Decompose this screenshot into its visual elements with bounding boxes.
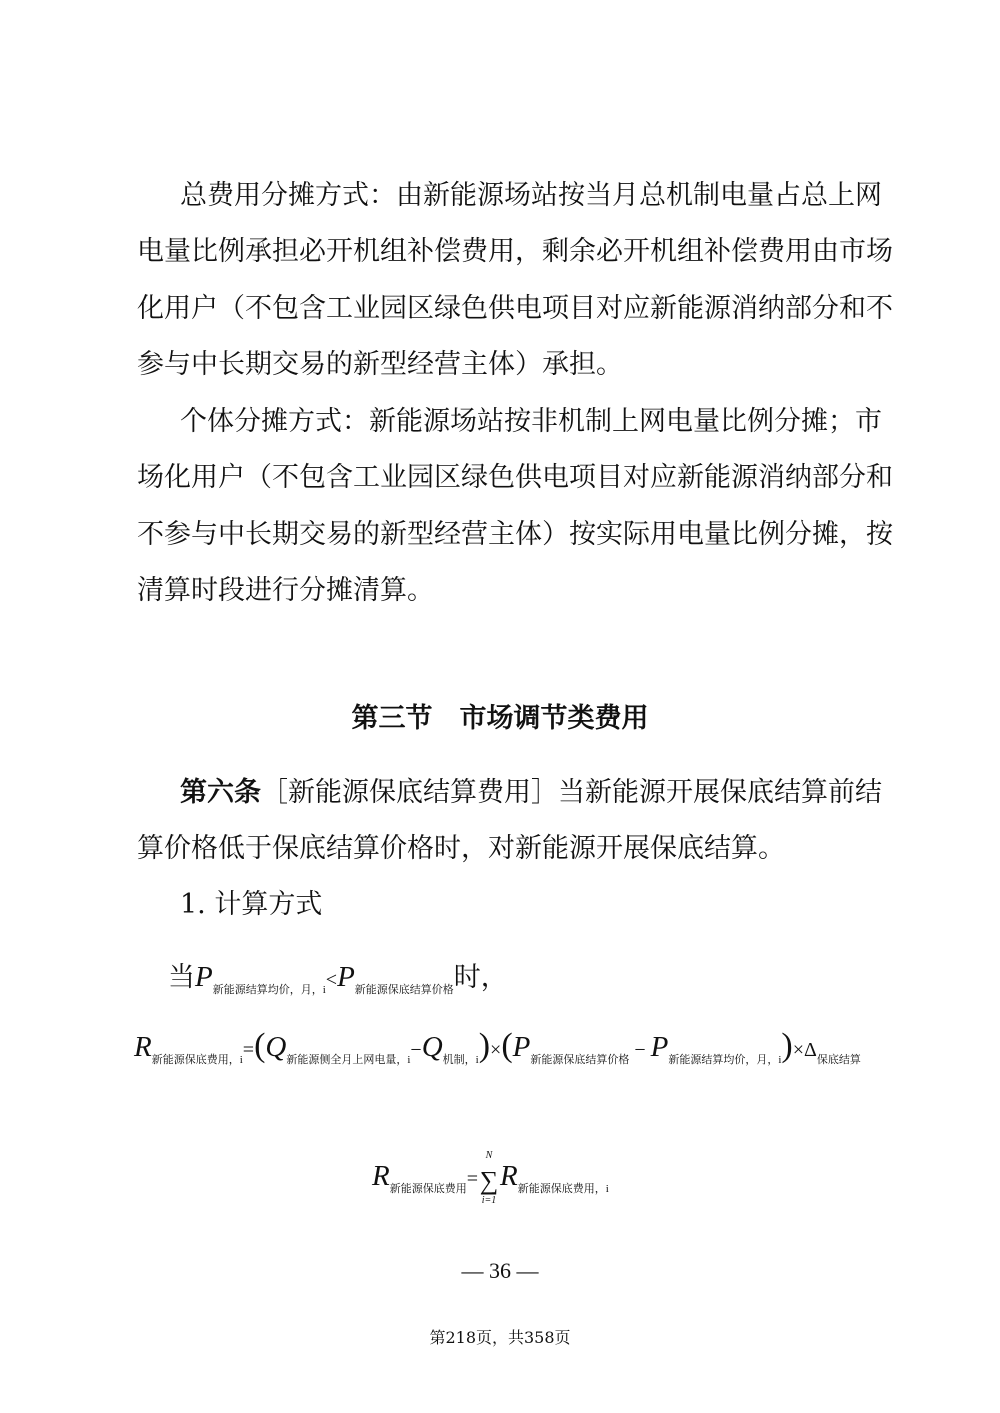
- para2-line3: 不参与中长期交易的新型经营主体）按实际用电量比例分摊，按: [137, 519, 893, 550]
- summation: [478, 1150, 500, 1207]
- r-subscript: 新能源保底费用，i: [151, 1054, 243, 1066]
- article-line1: [180, 779, 1000, 806]
- page-footer: 第218页，共358页: [429, 1328, 571, 1347]
- equals-symbol: =: [242, 1039, 255, 1061]
- equals-symbol-2: =: [466, 1168, 478, 1190]
- r-i-subscript: 新能源保底费用，i: [517, 1183, 609, 1195]
- condition-suffix: 时，: [453, 962, 508, 993]
- r-symbol: R: [134, 1031, 152, 1063]
- sum-lower-limit: i=1: [481, 1195, 497, 1207]
- delta-subscript: 保底结算: [816, 1054, 861, 1066]
- times-symbol: ×: [490, 1039, 502, 1061]
- open-paren: (: [254, 1027, 266, 1064]
- article-line1-text: ［新能源保底结算费用］当新能源开展保底结算前结: [261, 777, 882, 808]
- para2-line2: 场化用户（不包含工业园区绿色供电项目对应新能源消纳部分和: [137, 462, 893, 493]
- para1-line1: 总费用分摊方式：由新能源场站按当月总机制电量占总上网: [180, 180, 882, 211]
- close-paren-2: ): [781, 1027, 793, 1064]
- q1-symbol: Q: [265, 1031, 287, 1063]
- condition-prefix: 当: [168, 962, 195, 993]
- section-heading: 第三节 市场调节类费用: [351, 703, 649, 734]
- q2-subscript: 机制，i: [442, 1054, 479, 1066]
- condition-line: [168, 955, 508, 994]
- p-left-subscript: 新能源结算均价，月，i: [212, 984, 326, 996]
- p-symbol-left: P: [195, 961, 213, 993]
- article-line2: 算价格低于保底结算价格时，对新能源开展保底结算。: [137, 833, 785, 864]
- close-paren: ): [478, 1027, 491, 1064]
- formula-2: [372, 1150, 609, 1207]
- minus-symbol: −: [410, 1039, 422, 1061]
- minus-symbol-2: −: [629, 1039, 651, 1061]
- para2-line4: 清算时段进行分摊清算。: [137, 575, 434, 606]
- p2-subscript: 新能源结算均价，月，i: [668, 1054, 782, 1066]
- q1-subscript: 新能源侧全月上网电量，i: [286, 1054, 411, 1066]
- para1-line4: 参与中长期交易的新型经营主体）承担。: [137, 349, 623, 380]
- p-right-subscript: 新能源保底结算价格: [354, 984, 454, 996]
- method-title: 1. 计算方式: [180, 889, 323, 920]
- p1-subscript: 新能源保底结算价格: [530, 1054, 630, 1066]
- page-number: — 36 —: [461, 1258, 539, 1283]
- delta-symbol: Δ: [804, 1039, 817, 1061]
- times-symbol-2: ×: [792, 1039, 805, 1061]
- p2-symbol: P: [650, 1031, 669, 1063]
- open-paren-2: (: [501, 1027, 513, 1064]
- r-total-subscript: 新能源保底费用: [389, 1183, 467, 1195]
- q2-symbol: Q: [421, 1031, 443, 1063]
- formula-1: [134, 1027, 861, 1065]
- p1-symbol: P: [512, 1031, 531, 1063]
- para1-line2: 电量比例承担必开机组补偿费用，剩余必开机组补偿费用由市场: [137, 236, 893, 267]
- para2-line1: 个体分摊方式：新能源场站按非机制上网电量比例分摊；市: [180, 406, 882, 437]
- r-i-symbol: R: [500, 1160, 518, 1192]
- less-than-symbol: <: [325, 969, 338, 991]
- r-total-symbol: R: [372, 1160, 390, 1192]
- p-symbol-right: P: [337, 961, 355, 993]
- para1-line3: 化用户（不包含工业园区绿色供电项目对应新能源消纳部分和不: [137, 293, 893, 324]
- sum-upper-limit: N: [485, 1150, 493, 1162]
- article-label: 第六条: [180, 777, 261, 808]
- sigma-icon: ∑: [479, 1166, 499, 1196]
